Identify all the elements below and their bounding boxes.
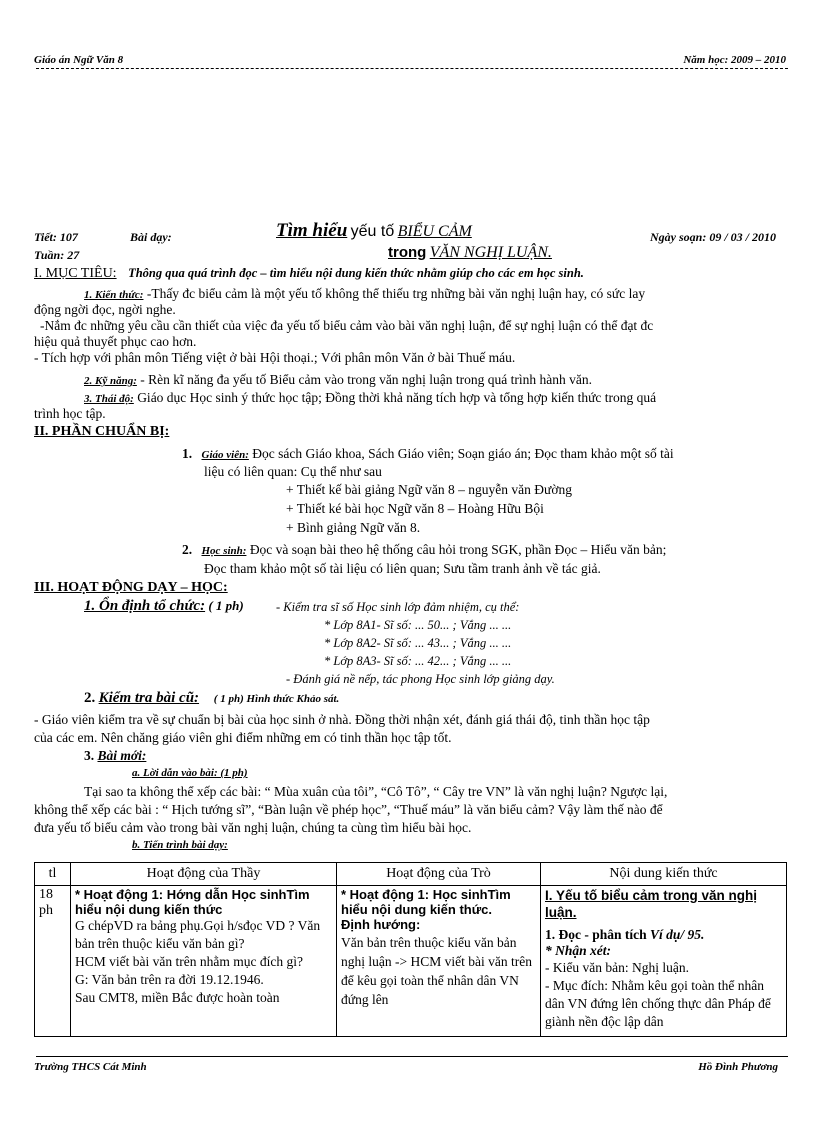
cell-time: 18 ph bbox=[35, 886, 71, 1037]
teacher-prep-num: 1. bbox=[182, 446, 193, 461]
lead-in-text-1: Tại sao ta không thể xếp các bài: “ Mùa xuân của tôi”, “Cô Tô”, “ Cây tre VN” là văn nghị luận? Ngược lại, bbox=[84, 784, 668, 799]
knowledge-label: 1. Kiến thức: bbox=[84, 289, 144, 301]
class-organization-label: 1. Ổn định tổ chức: bbox=[84, 598, 206, 614]
old-lesson-num: 2. bbox=[84, 690, 96, 706]
old-lesson-label: Kiểm tra bài cũ: bbox=[98, 690, 200, 706]
col-header-student: Hoạt động của Trò bbox=[337, 863, 541, 886]
attitude-line2: trình học tập. bbox=[34, 406, 106, 421]
teacher-prep-text: Đọc sách Giáo khoa, Sách Giáo viên; Soạn giáo án; Đọc tham khảo một số tài bbox=[248, 446, 674, 461]
table-header-row bbox=[35, 863, 787, 886]
teacher-prep bbox=[182, 446, 674, 462]
class-8a2: * Lớp 8A2- Sĩ số: ... 43... ; Vắng ... ... bbox=[324, 636, 512, 650]
student-prep bbox=[182, 542, 666, 558]
lesson-process-label: b. Tiến trình bài dạy: bbox=[132, 839, 228, 851]
lesson-period: Tiết: 107 bbox=[34, 230, 78, 244]
class-8a1: * Lớp 8A1- Sĩ số: ... 50... ; Vắng ... ... bbox=[324, 618, 512, 632]
knowledge-line4: hiệu quả thuyết phục cao hơn. bbox=[34, 334, 197, 349]
attitude-text: Giáo dục Học sinh ý thức học tập; Đồng thời khả năng tích hợp và tổng hợp kiến thức trong quá bbox=[133, 390, 657, 405]
header-divider bbox=[36, 68, 788, 69]
col-header-teacher: Hoạt động của Thầy bbox=[71, 863, 337, 886]
student-activity-heading: * Hoạt động 1: Học sinhTìm hiểu nội dung kiến thức. bbox=[341, 887, 511, 917]
lesson-title bbox=[276, 220, 472, 242]
section-objectives bbox=[34, 266, 584, 282]
teacher-activity-1: G chépVD ra bảng phụ.Gọi h/sđọc VD ? Văn bản trên thuộc kiểu văn bản gì? bbox=[75, 918, 321, 951]
teacher-ref-1: + Thiết kế bài giảng Ngữ văn 8 – nguyễn văn Đường bbox=[286, 482, 572, 497]
discipline-note: - Đánh giá nề nếp, tác phong Học sinh lớp giảng dạy. bbox=[286, 672, 555, 686]
activities-heading: III. HOẠT ĐỘNG DẠY – HỌC: bbox=[34, 580, 228, 595]
class-organization-time: ( 1 ph) bbox=[205, 598, 244, 613]
cell-content bbox=[541, 886, 787, 1037]
teacher-activity-2: HCM viết bài văn trên nhằm mục đích gì? bbox=[75, 954, 303, 969]
cell-teacher bbox=[71, 886, 337, 1037]
knowledge-line3: -Nắm đc những yêu cầu cần thiết của việc đa yếu tố biểu cảm vào bài văn nghị luận, để sự nghị luận có thể đạt đc bbox=[40, 318, 654, 333]
content-subheading bbox=[545, 927, 782, 943]
teacher-activity-4: Sau CMT8, miền Bắc được hoàn toàn bbox=[75, 990, 280, 1005]
header-right: Năm học: 2009 – 2010 bbox=[683, 54, 786, 66]
lesson-title-line2 bbox=[388, 244, 552, 262]
col-header-time: tl bbox=[35, 863, 71, 886]
attendance-check: - Kiểm tra sĩ số Học sinh lớp đảm nhiệm, cụ thể: bbox=[276, 600, 520, 614]
content-remarks-label: * Nhận xét: bbox=[545, 943, 612, 958]
title-part-2: yếu tố bbox=[350, 223, 395, 240]
objectives-intro: Thông qua quá trình đọc – tìm hiểu nội dung kiến thức nhằm giúp cho các em học sinh. bbox=[128, 266, 584, 280]
skills-text: - Rèn kĩ năng đa yếu tố Biểu cảm vào trong văn nghị luận trong quá trình hành văn. bbox=[136, 372, 593, 387]
old-lesson-check bbox=[84, 690, 339, 707]
student-orientation-text: Văn bản trên thuộc kiểu văn bản nghị luận -> HCM viết bài văn trên để kêu gọi toàn thể nhân dân VN đứng lên bbox=[341, 935, 532, 1007]
new-lesson-label: Bài mới: bbox=[97, 748, 147, 763]
lesson-label: Bài dạy: bbox=[130, 230, 172, 244]
new-lesson-num: 3. bbox=[84, 748, 95, 763]
title-part-1: Tìm hiểu bbox=[276, 220, 348, 241]
title-line2-b: VĂN NGHỊ LUẬN. bbox=[429, 244, 552, 261]
lesson-plan-table bbox=[34, 862, 787, 1037]
cell-student bbox=[337, 886, 541, 1037]
header-left: Giáo án Ngữ Văn 8 bbox=[34, 54, 124, 66]
student-prep-label: Học sinh: bbox=[201, 545, 247, 557]
preparation-heading: II. PHẦN CHUẨN BỊ: bbox=[34, 424, 170, 439]
old-lesson-text-2: của các em. Nên chăng giáo viên ghi điểm những em có tinh thần học tập tốt. bbox=[34, 730, 452, 745]
footer-school: Trường THCS Cát Minh bbox=[34, 1061, 147, 1073]
teacher-activity-heading: * Hoạt động 1: Hớng dẫn Học sinhTìm hiểu nội dung kiến thức bbox=[75, 887, 310, 917]
lead-in-label: a. Lời dẫn vào bài: (1 ph) bbox=[132, 767, 248, 779]
lead-in-text-2: không thể xếp các bài : “ Hịch tướng sĩ”, “Bàn luận về phép học”, “Thuế máu” là văn biểu cảm? Vậy làm thế nào để bbox=[34, 802, 663, 817]
knowledge-line bbox=[84, 286, 645, 302]
col-header-content: Nội dung kiến thức bbox=[541, 863, 787, 886]
knowledge-line2: động ngời đọc, ngời nghe. bbox=[34, 302, 176, 317]
content-heading: I. Yếu tố biểu cảm trong văn nghị luận. bbox=[545, 888, 758, 920]
title-line2-a: trong bbox=[388, 244, 427, 261]
knowledge-line5: - Tích hợp với phân môn Tiếng việt ở bài Hội thoại.; Với phân môn Văn ở bài Thuế máu. bbox=[34, 350, 516, 365]
table-row bbox=[35, 886, 787, 1037]
student-orientation-label: Định hướng: bbox=[341, 917, 421, 932]
skills-line bbox=[84, 372, 592, 388]
old-lesson-text-1: - Giáo viên kiểm tra về sự chuẩn bị bài của học sinh ở nhà. Đồng thời nhận xét, đánh giá thái độ, tinh thần học tập bbox=[34, 712, 650, 727]
skills-label: 2. Kỹ năng: bbox=[84, 375, 137, 387]
footer-divider bbox=[36, 1056, 788, 1057]
student-prep-num: 2. bbox=[182, 542, 193, 557]
content-text-2: - Mục đích: Nhằm kêu gọi toàn thể nhân dân VN đứng lên chống thực dân Pháp để giành nền độc lập dân bbox=[545, 978, 771, 1029]
student-prep-text: Đọc và soạn bài theo hệ thống câu hỏi trong SGK, phần Đọc – Hiểu văn bản; bbox=[246, 542, 667, 557]
content-sub-label: 1. Đọc - phân tích bbox=[545, 927, 647, 942]
teacher-prep-line2: liệu có liên quan: Cụ thể như sau bbox=[204, 464, 382, 479]
class-organization bbox=[84, 598, 244, 615]
attitude-label: 3. Thái độ: bbox=[84, 393, 134, 405]
title-part-3: BIỂU CẢM bbox=[397, 223, 472, 240]
lead-in-text-3: đưa yếu tố biểu cảm vào trong bài văn nghị luận, chúng ta cùng tìm hiểu bài học. bbox=[34, 820, 472, 835]
objectives-heading: I. MỤC TIÊU: bbox=[34, 266, 117, 281]
teacher-prep-label: Giáo viên: bbox=[201, 449, 249, 461]
new-lesson bbox=[84, 748, 146, 764]
knowledge-text: -Thấy đc biểu cảm là một yếu tố không thể thiếu trg những bài văn nghị luận hay, có sức lay bbox=[143, 286, 646, 301]
prep-date: Ngày soạn: 09 / 03 / 2010 bbox=[650, 230, 776, 244]
content-example: Ví dụ/ 95. bbox=[650, 927, 705, 942]
teacher-ref-3: + Bình giảng Ngữ văn 8. bbox=[286, 520, 421, 535]
lesson-week: Tuần: 27 bbox=[34, 248, 80, 262]
old-lesson-time: ( 1 ph) Hình thức Khảo sát. bbox=[211, 693, 340, 705]
teacher-ref-2: + Thiết ké bài học Ngữ văn 8 – Hoàng Hữu Bội bbox=[286, 501, 544, 516]
content-text-1: - Kiểu văn bản: Nghị luận. bbox=[545, 960, 689, 975]
footer-author: Hồ Đình Phương bbox=[698, 1061, 778, 1073]
class-8a3: * Lớp 8A3- Sĩ số: ... 42... ; Vắng ... ... bbox=[324, 654, 512, 668]
teacher-activity-3: G: Văn bản trên ra đời 19.12.1946. bbox=[75, 972, 264, 987]
student-prep-line2: Đọc tham khảo một số tài liệu có liên quan; Sưu tầm tranh ảnh về tác giả. bbox=[204, 561, 601, 576]
attitude-line bbox=[84, 390, 656, 406]
